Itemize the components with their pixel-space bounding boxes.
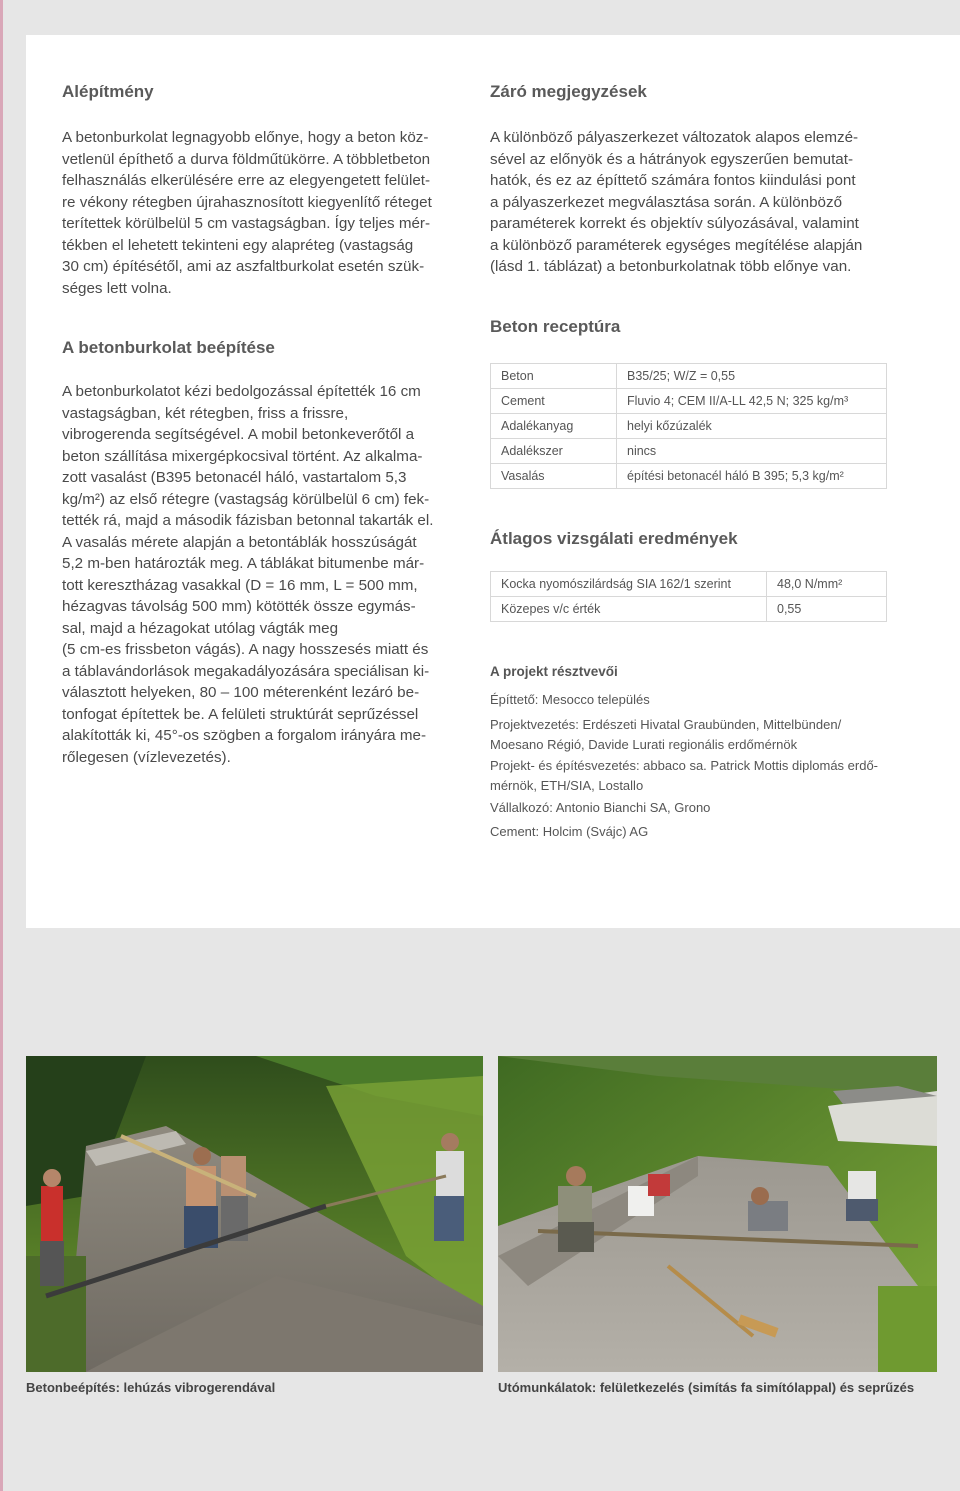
paragraph-alepitmeny: A betonburkolat legnagyobb előnye, hogy a beton köz- vetlenül építhető a durva földműtükörre. A többletbeton felhasználás elkerülésére erre az elegyengetett felület- re vékony rétegben újrahasznosított kiegyenlítő réteget terítettek körülbelül 5 cm vastagságban. Így teljes mér- tékben el lehetett tekinteni egy alapréteg (vastagság 30 cm) építésétől, ami az aszfaltburkolat esetén szük- séges lett volna. (62, 129, 432, 297)
participant-epitteto: Építtető: Mesocco település (490, 692, 650, 707)
paragraph-zaro-megjegyzesek: A különböző pályaszerkezet változatok alapos elemzé- sével az előnyök és a hátrányok egyszerűen bemutat- hatók, és ez az építtető számára fontos kiindulási pont a pályaszerkezet megválasztása során. A különböző paraméterek korrekt és objektív súlyozásával, valamint a különböző paraméterek egységes megítélése alapján (lásd 1. táblázat) a betonburkolatnak több előnye van. (490, 129, 863, 275)
heading-zaro-megjegyzesek: Záró megjegyzések (490, 82, 647, 101)
table-cell-value: nincs (617, 439, 887, 464)
table-cell-label: Adalékszer (491, 439, 617, 464)
table-cell-value: B35/25; W/Z = 0,55 (617, 364, 887, 389)
heading-alepitmeny: Alépítmény (62, 82, 154, 101)
photo-surface-finishing (498, 1056, 937, 1372)
table-row (491, 439, 887, 464)
table-row (491, 464, 887, 489)
table-cell-label: Vasalás (491, 464, 617, 489)
table-cell-label: Cement (491, 389, 617, 414)
table-row (491, 364, 887, 389)
heading-beton-receptura: Beton receptúra (490, 317, 621, 336)
table-cell-value: 48,0 N/mm² (767, 572, 887, 597)
table-cell-value: 0,55 (767, 597, 887, 622)
recipe-table (490, 363, 887, 489)
participant-epitesvezetes: Projekt- és építésvezetés: abbaco sa. Patrick Mottis diplomás erdő- mérnök, ETH/SIA, Lostallo (490, 758, 879, 793)
participant-projektvezetes: Projektvezetés: Erdészeti Hivatal Graubünden, Mittelbünden/ Moesano Régió, Davide Lurati regionális erdőmérnök (490, 717, 842, 752)
heading-projekt-resztvevoi: A projekt résztvevői (490, 664, 618, 679)
table-row (491, 414, 887, 439)
caption-right-photo: Utómunkálatok: felületkezelés (simítás fa simítólappal) és seprűzés (498, 1380, 915, 1395)
photo-vibrating-beam (26, 1056, 483, 1372)
text-panel (26, 35, 960, 928)
table-cell-label: Közepes v/c érték (491, 597, 767, 622)
table-row (491, 389, 887, 414)
participant-vallalkozo: Vállalkozó: Antonio Bianchi SA, Grono (490, 800, 711, 815)
table-row (491, 597, 887, 622)
table-cell-label: Beton (491, 364, 617, 389)
heading-beepites: A betonburkolat beépítése (62, 338, 275, 357)
table-cell-label: Adalékanyag (491, 414, 617, 439)
paragraph-beepites: A betonburkolatot kézi bedolgozással építették 16 cm vastagságban, két rétegben, friss a frissre, vibrogerenda segítségével. A mobil betonkeverőtől a beton szállítása mixergépkocsival történt. Az alkalma- zott vasalást (B395 betonacél háló, vastartalom 5,3 kg/m²) az első rétegre (vastagság körülbelül 6 cm) fek- tették rá, majd a második fázisban betonnal takarták el. A vasalás mérete alapján a betontáblák hosszúságát 5,2 m-ben határozták meg. A táblákat bitumenbe már- tott keresztházag vasakkal (D = 16 mm, L = 500 mm, hézagvas távolság 500 mm) kötötték össze egymás- sal, majd a hézagokat utólag vágták meg (5 cm-es frissbeton vágás). A nagy hosszesés miatt és a táblavándorlások megakadályozására speciálisan ki- választott helyeken, 80 – 100 méterenként lezáró be- tonfogat építettek be. A felületi struktúrát seprűzéssel alakították ki, 45°-os szögben a forgalom irányára me- rőlegesen (vízlevezetés). (62, 383, 434, 766)
page-edge-accent (0, 0, 3, 1491)
table-cell-value: helyi kőzúzalék (617, 414, 887, 439)
table-cell-value: építési betonacél háló B 395; 5,3 kg/m² (617, 464, 887, 489)
caption-left-photo: Betonbeépítés: lehúzás vibrogerendával (26, 1380, 276, 1395)
heading-vizsgalati-eredmenyek: Átlagos vizsgálati eredmények (490, 529, 738, 548)
table-cell-label: Kocka nyomószilárdság SIA 162/1 szerint (491, 572, 767, 597)
table-cell-value: Fluvio 4; CEM II/A-LL 42,5 N; 325 kg/m³ (617, 389, 887, 414)
participant-cement: Cement: Holcim (Svájc) AG (490, 824, 649, 839)
table-row (491, 572, 887, 597)
results-table (490, 571, 887, 622)
